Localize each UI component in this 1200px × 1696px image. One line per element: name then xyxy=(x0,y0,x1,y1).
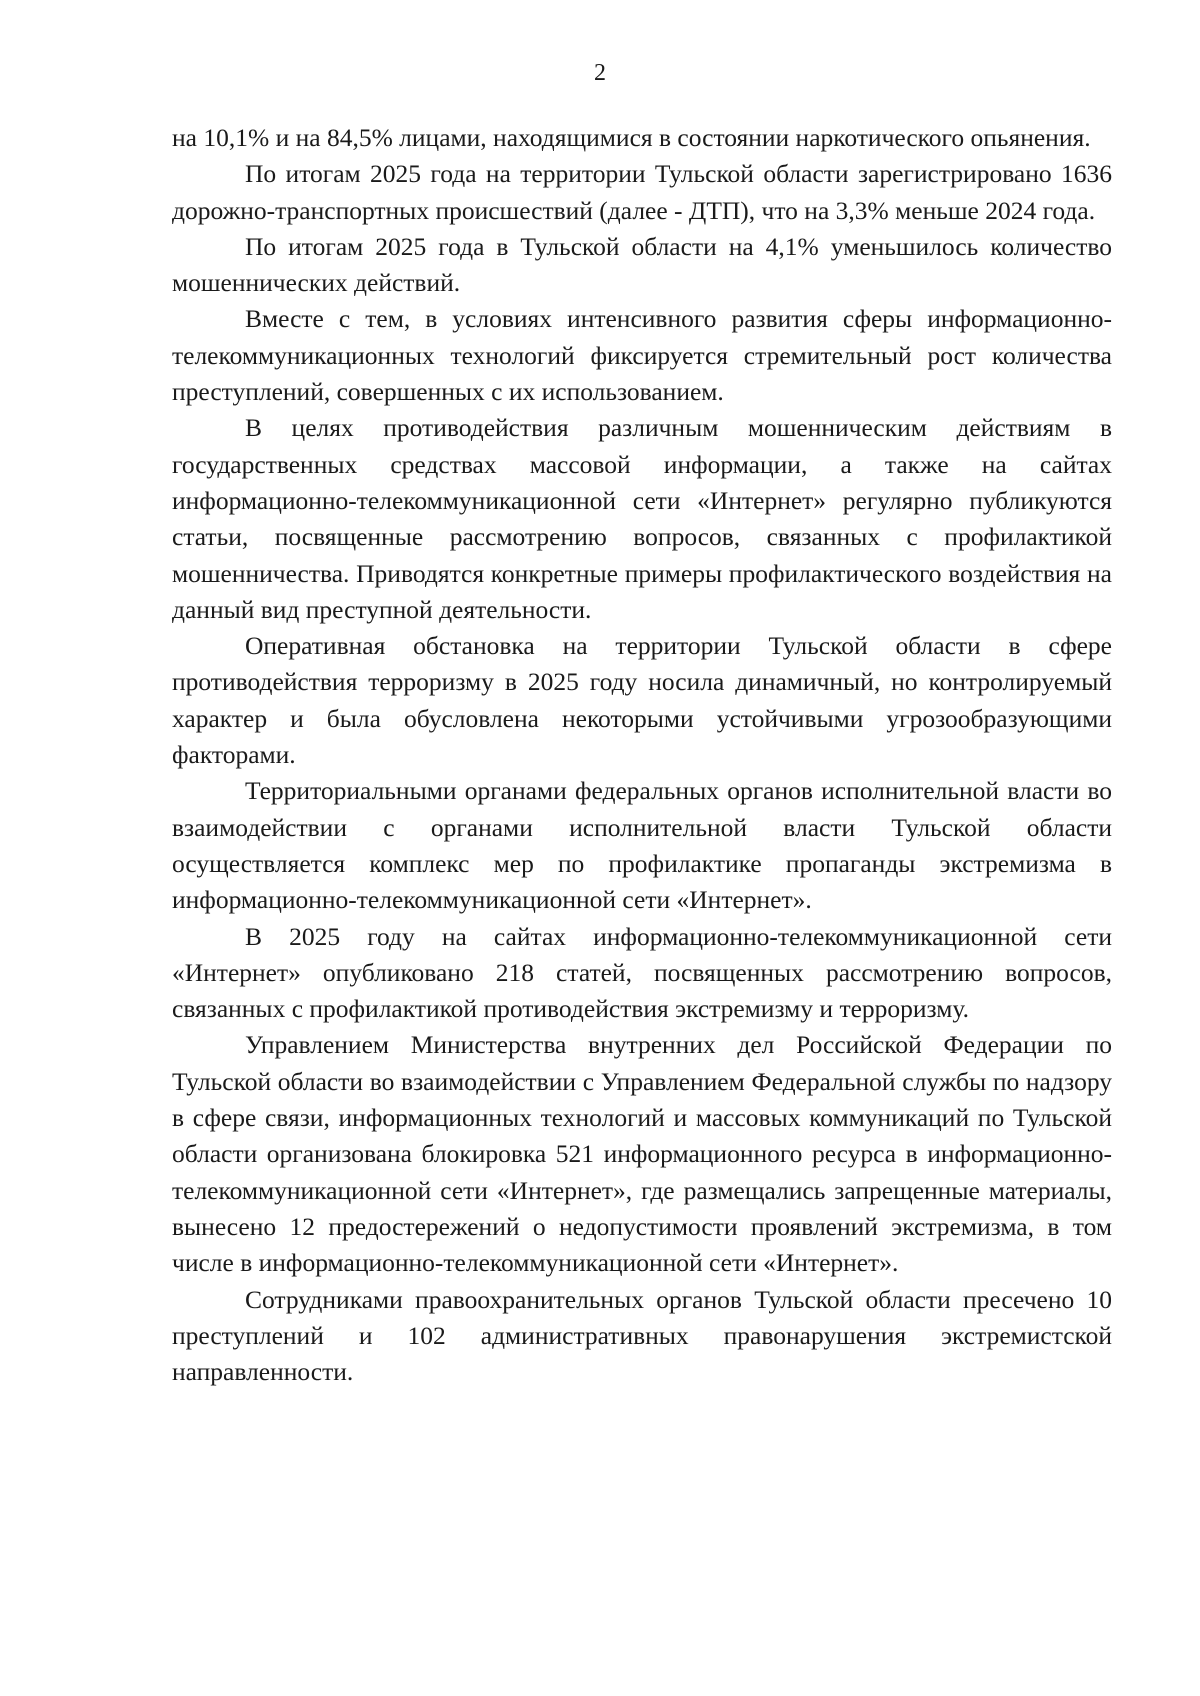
paragraph-fraud-decrease: По итогам 2025 года в Тульской области на 4,1% уменьшилось количество мошеннических действий. xyxy=(172,231,1112,298)
paragraph-articles-published: В 2025 году на сайтах информационно-телекоммуникационной сети «Интернет» опубликовано 218 статей, посвященных рассмотрению вопросов, связанных с профилактикой противодействия экстремизму и терроризму. xyxy=(172,921,1112,1024)
paragraph-fraud-prevention: В целях противодействия различным мошенническим действиям в государственных средствах массовой информации, а также на сайтах информационно-телекоммуникационной сети «Интернет» регулярно публикуются статьи, посвященные рассмотрению вопросов, связанных с профилактикой мошенничества. Приводятся конкретные примеры профилактического воздействия на данный вид преступной деятельности. xyxy=(172,413,1112,624)
paragraph-resource-blocking: Управлением Министерства внутренних дел Российской Федерации по Тульской области во взаимодействии с Управлением Федеральной службы по надзору в сфере связи, информационных технологий и массовых коммуникаций по Тульской области организована блокировка 521 информационного ресурса в информационно-телекоммуникационной сети «Интернет», где размещались запрещенные материалы, вынесено 12 предостережений о недопустимости проявлений экстремизма, в том числе в информационно-телекоммуникационной сети «Интернет». xyxy=(172,1030,1112,1278)
paragraph-offenses-stopped: Сотрудниками правоохранительных органов Тульской области пресечено 10 преступлений и 102 административных правонарушения экстремистской направленности. xyxy=(172,1284,1112,1387)
paragraph-extremism-prevention: Территориальными органами федеральных органов исполнительной власти во взаимодействии с органами исполнительной власти Тульской области осуществляется комплекс мер по профилактике пропаганды экстремизма в информационно-телекоммуникационной сети «Интернет». xyxy=(172,776,1112,915)
paragraph-terrorism-situation: Оперативная обстановка на территории Тульской области в сфере противодействия терроризму в 2025 году носила динамичный, но контролируемый характер и была обусловлена некоторыми устойчивыми угрозообразующими факторами. xyxy=(172,631,1112,770)
page-number: 2 xyxy=(594,60,606,86)
paragraph-road-accidents: По итогам 2025 года на территории Тульской области зарегистрировано 1636 дорожно-транспортных происшествий (далее - ДТП), что на 3,3% меньше 2024 года. xyxy=(172,159,1112,225)
paragraph-it-crimes: Вместе с тем, в условиях интенсивного развития сферы информационно-телекоммуникационных технологий фиксируется стремительный рост количества преступлений, совершенных с их использованием. xyxy=(172,304,1112,407)
document-body xyxy=(172,120,1112,1390)
paragraph-continuation: на 10,1% и на 84,5% лицами, находящимися в состоянии наркотического опьянения. xyxy=(172,123,1091,152)
